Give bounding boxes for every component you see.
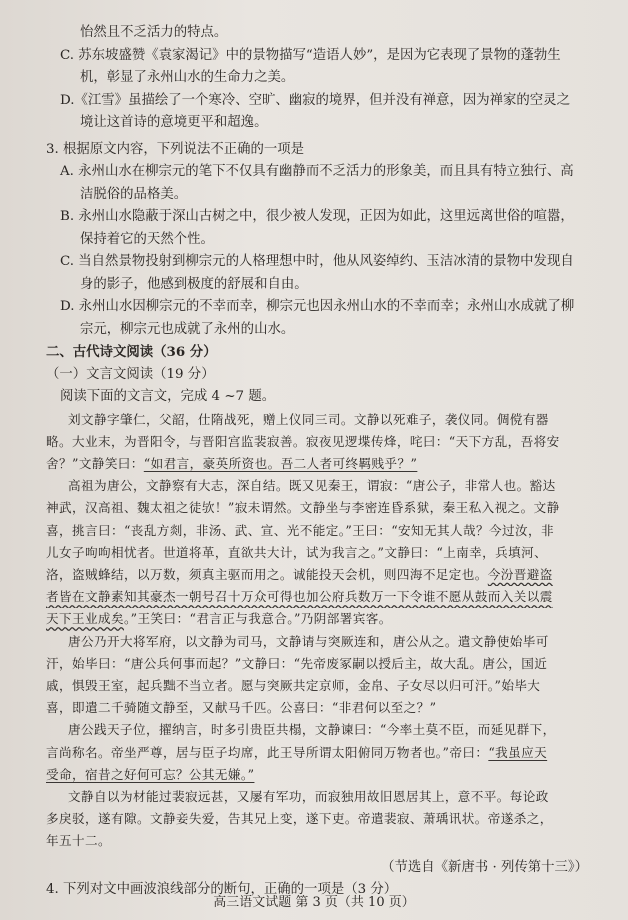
passage-line [40, 586, 592, 608]
reading-instruction: 阅读下面的文言文，完成 4 ~7 题。 [60, 389, 276, 404]
wavy-underlined-text: 今汾晋避盗 [487, 566, 553, 582]
passage-line: 多戾驳，遂有隙。文静妾失爱，告其兄上变，遂下吏。帝遣裴寂、萧瑀讯状。帝遂杀之， [46, 811, 553, 827]
option-line: 宗元，柳宗元也成就了永州的山水。 [80, 321, 295, 337]
passage-line: 高祖为唐公，文静察有大志，深自结。既又见秦王，谓寂：“唐公子，非常人也。豁达 [68, 478, 556, 494]
wavy-underlined-text: 者皆在文静素知其豪杰一朝号召十万众可得也加公府兵数万一下令谁不愿从鼓而入关以震 [46, 589, 553, 605]
classical-passage [40, 409, 592, 880]
question-4-stem: 4. 下列对文中画波浪线部分的断句，正确的一项是（3 分） [46, 882, 398, 898]
option-line: 机，彰显了永州山水的生命力之美。 [80, 70, 295, 85]
q3-option-a [40, 161, 592, 206]
passage-line [40, 764, 592, 786]
passage-text: 舍？”文静笑曰： [46, 455, 144, 471]
passage-line [40, 564, 592, 586]
option-line: C. 苏东坡盛赞《袁家渴记》中的景物描写“造语人妙”，是因为它表现了景物的蓬勃生 [60, 47, 561, 63]
text-line: 怡然且不乏活力的特点。 [80, 25, 228, 40]
passage-line: 年五十二。 [46, 833, 111, 849]
q3-option-d [40, 296, 592, 341]
passage-line [40, 608, 592, 630]
passage-text: 。”王笑曰：“君言正与我意合。”乃阴部署宾客。 [123, 611, 392, 627]
passage-line: 神武，汉高祖、魏太祖之徒欤！”寂未谓然。文静坐与李密连昏系狱，秦王私入视之。文静 [46, 500, 560, 516]
passage-line: 喜，挑言曰：“丧乱方剡，非汤、武、宣、光不能定。”王曰：“安知无其人哉？今过汝，非 [46, 522, 554, 538]
passage-line: 唐公践天子位，擢纳言，时多引贵臣共榻，文静谏曰：“今率土莫不臣，而延见群下， [68, 722, 556, 738]
underlined-sentence: “我虽应天 [488, 744, 548, 760]
option-line: 身的影子，他感到极度的舒展和自由。 [80, 276, 308, 292]
passage-line: 刘文静字肇仁，父韶，仕隋战死，赠上仪同三司。文静以死难子，袭仪同。倜傥有器 [68, 411, 549, 427]
underlined-sentence: “如君言，豪英所资也。吾二人者可终羁贱乎？” [143, 455, 418, 471]
wavy-underlined-text: 天下王业成矣 [46, 611, 124, 627]
section-title: 二、古代诗文阅读（36 分） [46, 344, 217, 360]
option-line: 洁脱俗的品格美。 [80, 186, 188, 202]
passage-text: 洛，盗贼蜂结，以万数，须真主驱而用之。诚能投天会机，则四海不足定也。 [46, 566, 488, 582]
option-line: C. 当自然景物投射到柳宗元的人格理想中时，他从风姿绰约、玉洁冰清的景物中发现自 [60, 254, 574, 269]
passage-line: 汗，始毕曰：“唐公兵何事而起？”文静曰：“先帝废冢嗣以授后主，故大乱。唐公，国近 [46, 655, 548, 671]
option-line: D.《江雪》虽描绘了一个寒冷、空旷、幽寂的境界，但并没有禅意，因为禅家的空灵之 [60, 92, 570, 108]
option-line: B. 永州山水隐蔽于深山古树之中，很少被人发现，正因为如此，这里远离世俗的喧嚣， [60, 209, 574, 224]
option-line: 保持着它的天然个性。 [80, 231, 214, 247]
option-line: A. 永州山水在柳宗元的笔下不仅具有幽静而不乏活力的形象美，而且具有特立独行、高 [60, 164, 574, 179]
passage-line: 唐公乃开大将军府，以文静为司马，文静请与突厥连和，唐公从之。遣文静使始毕可 [68, 633, 549, 649]
passage-text: 言尚称名。帝坐严尊，居与臣子均席，此王导所谓太阳俯同万物者也。”帝曰： [46, 744, 489, 760]
passage-line: 戚，惧毁王室，起兵黜不当立者。愿与突厥共定京师，金帛、子女尽以归可汗。”始毕大 [46, 677, 541, 693]
q2-option-c [40, 45, 592, 90]
q3-option-c [40, 251, 592, 296]
passage-source: （节选自《新唐书 · 列传第十三》） [381, 859, 588, 875]
page-footer: 高三语文试题 第 3 页（共 10 页） [213, 895, 415, 910]
passage-line [40, 742, 592, 764]
q3-option-b [40, 206, 592, 251]
option-line: D. 永州山水因柳宗元的不幸而幸，柳宗元也因永州山水的不幸而幸；永州山水成就了柳 [60, 299, 575, 314]
passage-line: 文静自以为材能过裴寂远甚，又屡有军功，而寂独用故旧恩居其上，意不平。每论政 [68, 788, 549, 804]
q2-option-d [40, 90, 592, 135]
passage-line: 喜，即遣二千骑随文静至，又献马千匹。公喜曰：“非君何以至之？” [46, 700, 437, 716]
subsection-title: （一）文言文阅读（19 分） [46, 366, 215, 382]
option-line: 境让这首诗的意境更平和超逸。 [80, 115, 268, 130]
passage-line [40, 453, 592, 475]
underlined-sentence: 受命，宿昔之好何可忘？公其无嫌。” [46, 766, 255, 782]
passage-line: 儿女子呴呴相忧者。世道将革，直欲共大计，试为我言之。”文静曰：“上南幸，兵填河、 [46, 544, 548, 560]
question-3-stem: 3. 根据原文内容，下列说法不正确的一项是 [46, 141, 305, 157]
passage-line: 略。大业末，为晋阳令，与晋阳宫监裴寂善。寂夜见逻堞传烽，咤曰：“天下方乱，吾将安 [46, 433, 560, 449]
